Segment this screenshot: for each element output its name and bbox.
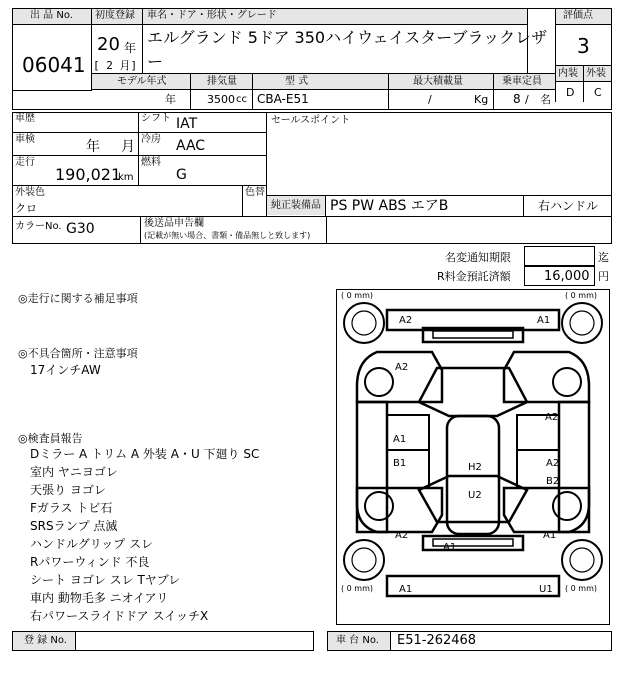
divider [190, 73, 191, 110]
chassis-number: E51-262468 [397, 633, 477, 648]
inspector-line: SRSランプ 点滅 [30, 519, 118, 533]
divider [555, 81, 612, 82]
name-change-unit: 迄 [598, 251, 609, 264]
supplement-title: ◎走行に関する補足事項 [18, 292, 138, 305]
interior-label: 内装 [558, 68, 578, 79]
exterior-grade: C [594, 86, 602, 99]
type-value: CBA-E51 [257, 92, 309, 106]
car-diagram [336, 289, 610, 625]
ac-label: 冷房 [141, 134, 161, 145]
inspector-line: 右パワースライドドア スイッチX [30, 609, 209, 623]
chassis-label: 車 台 No. [336, 635, 379, 646]
name-change-label: 名変通知期限 [445, 251, 511, 264]
color-no-label: カラーNo. [15, 221, 62, 232]
inspector-line: Rパワーウィンド 不良 [30, 555, 150, 569]
fuel-value: G [176, 167, 187, 183]
shift-label: シフト [141, 113, 171, 124]
divider [390, 631, 391, 651]
damage-mark: A2 [399, 315, 413, 326]
inspector-line: 室内 ヤニヨゴレ [30, 465, 118, 479]
lot-number: 06041 [22, 53, 86, 77]
equipment-value: PS PW ABS エアB [330, 198, 449, 214]
damage-mark: U2 [468, 490, 482, 501]
inspector-line: 車内 動物毛多 ニオイアリ [30, 591, 169, 605]
divider [523, 195, 524, 216]
interior-grade: D [566, 86, 575, 99]
first-reg-year-unit: 年 [124, 41, 137, 55]
mileage-label: 走行 [15, 157, 35, 168]
capacity-slash: / [525, 93, 529, 106]
inspector-line: ハンドルグリップ スレ [30, 537, 154, 551]
damage-mark: A2 [395, 530, 409, 541]
first-reg-month: [ 2 月] [93, 59, 138, 72]
mileage-unit: km [118, 172, 134, 183]
type-label: 型 式 [285, 76, 309, 87]
inspection-year: 年 [86, 139, 100, 155]
ext-color-label: 外装色 [15, 187, 45, 198]
inspector-line: Dミラー A トリム A 外装 A・U 下廻り SC [30, 447, 260, 461]
divider [493, 73, 494, 110]
car-name: エルグランド 5ドア 350ハイウェイスターブラックレザ [147, 28, 548, 47]
color-no-value: G30 [66, 221, 95, 237]
ac-value: AAC [176, 138, 206, 154]
divider [252, 73, 253, 110]
tire-label: ( 0 mm) [565, 291, 598, 300]
recycle-value: 16,000 [544, 269, 590, 284]
damage-mark: A2 [545, 412, 559, 423]
eval-score: 3 [577, 34, 590, 58]
recycle-label: R料金預託済額 [437, 270, 511, 283]
car-name-label: 車名・ドア・形状・グレード [147, 10, 277, 21]
sales-points-label: セールスポイント [271, 115, 351, 126]
divider [583, 65, 584, 102]
inspector-line: シート ヨゴレ スレ Tヤブレ [30, 573, 181, 587]
damage-mark: B1 [393, 458, 407, 469]
divider [326, 216, 327, 244]
divider [12, 155, 267, 156]
tire-rear-right-icon [562, 540, 602, 580]
docs-note: (記載が無い場合、書類・備品無しと致します) [144, 231, 311, 240]
capacity-label: 乗車定員 [502, 76, 542, 87]
inspection-label: 車検 [15, 134, 35, 145]
fuel-label: 燃料 [141, 157, 161, 168]
tire-label: ( 0 mm) [341, 291, 374, 300]
damage-mark: U1 [539, 584, 553, 595]
damage-mark: A1 [543, 530, 557, 541]
damage-mark: A2 [395, 362, 409, 373]
tire-label: ( 0 mm) [341, 584, 374, 593]
recycle-unit: 円 [598, 270, 609, 283]
mileage-value: 190,021 [55, 165, 122, 184]
divider [91, 89, 556, 90]
name-change-box [524, 246, 595, 266]
shift-value: IAT [176, 116, 198, 132]
divider [140, 216, 141, 244]
tire-rear-left-icon [344, 540, 384, 580]
divider [388, 73, 389, 110]
divider [12, 185, 267, 186]
divider [138, 112, 139, 186]
reg-label: 登 録 No. [24, 635, 67, 646]
displacement-unit: cc [236, 94, 247, 105]
displacement-value: 3500 [207, 93, 235, 106]
car-diagram-svg [337, 290, 609, 624]
divider [12, 132, 267, 133]
inspection-month: 月 [121, 139, 135, 155]
damage-mark: A2 [546, 458, 560, 469]
damage-mark: H2 [468, 462, 482, 473]
defects-title: ◎不具合箇所・注意事項 [18, 347, 138, 360]
tire-front-right-icon [562, 303, 602, 343]
divider [12, 90, 92, 91]
max-load-label: 最大積載量 [413, 76, 463, 87]
damage-mark: A1 [537, 315, 551, 326]
damage-mark: A1 [399, 584, 413, 595]
docs-label: 後送品申告欄 [144, 218, 204, 229]
inspector-title: ◎検査員報告 [18, 432, 83, 445]
car-name-cont: ー [147, 52, 164, 71]
capacity-unit: 名 [540, 93, 551, 106]
model-year-label: モデル年式 [117, 76, 167, 87]
first-reg-label: 初度登録 [95, 10, 135, 21]
divider [527, 8, 528, 74]
ext-color-value: クロ [15, 202, 37, 215]
max-load-unit: Kg [474, 93, 489, 106]
capacity-value: 8 [513, 92, 521, 106]
model-year-unit: 年 [165, 93, 176, 106]
divider [12, 216, 612, 217]
damage-mark: A1 [443, 542, 457, 553]
divider [325, 195, 326, 216]
defect-item: 17インチAW [30, 363, 101, 377]
equipment-label: 純正装備品 [271, 200, 321, 211]
damage-mark: B2 [546, 476, 560, 487]
tire-label: ( 0 mm) [565, 584, 598, 593]
displacement-label: 排気量 [207, 76, 237, 87]
lot-label: 出 品 No. [30, 10, 73, 21]
divider [242, 185, 243, 216]
tire-front-left-icon [344, 303, 384, 343]
first-reg-year: 20 [97, 34, 120, 55]
exterior-label: 外装 [586, 68, 606, 79]
history-label: 車歴 [15, 113, 35, 124]
handle-value: 右ハンドル [538, 199, 599, 213]
inspector-line: Fガラス トビ石 [30, 501, 113, 515]
eval-label: 評価点 [563, 10, 593, 21]
damage-mark: A1 [393, 434, 407, 445]
inspector-line: 天張り ヨゴレ [30, 483, 106, 497]
divider [75, 631, 76, 651]
repaint-label: 色替 [245, 187, 265, 198]
max-load-slash: / [428, 93, 432, 106]
